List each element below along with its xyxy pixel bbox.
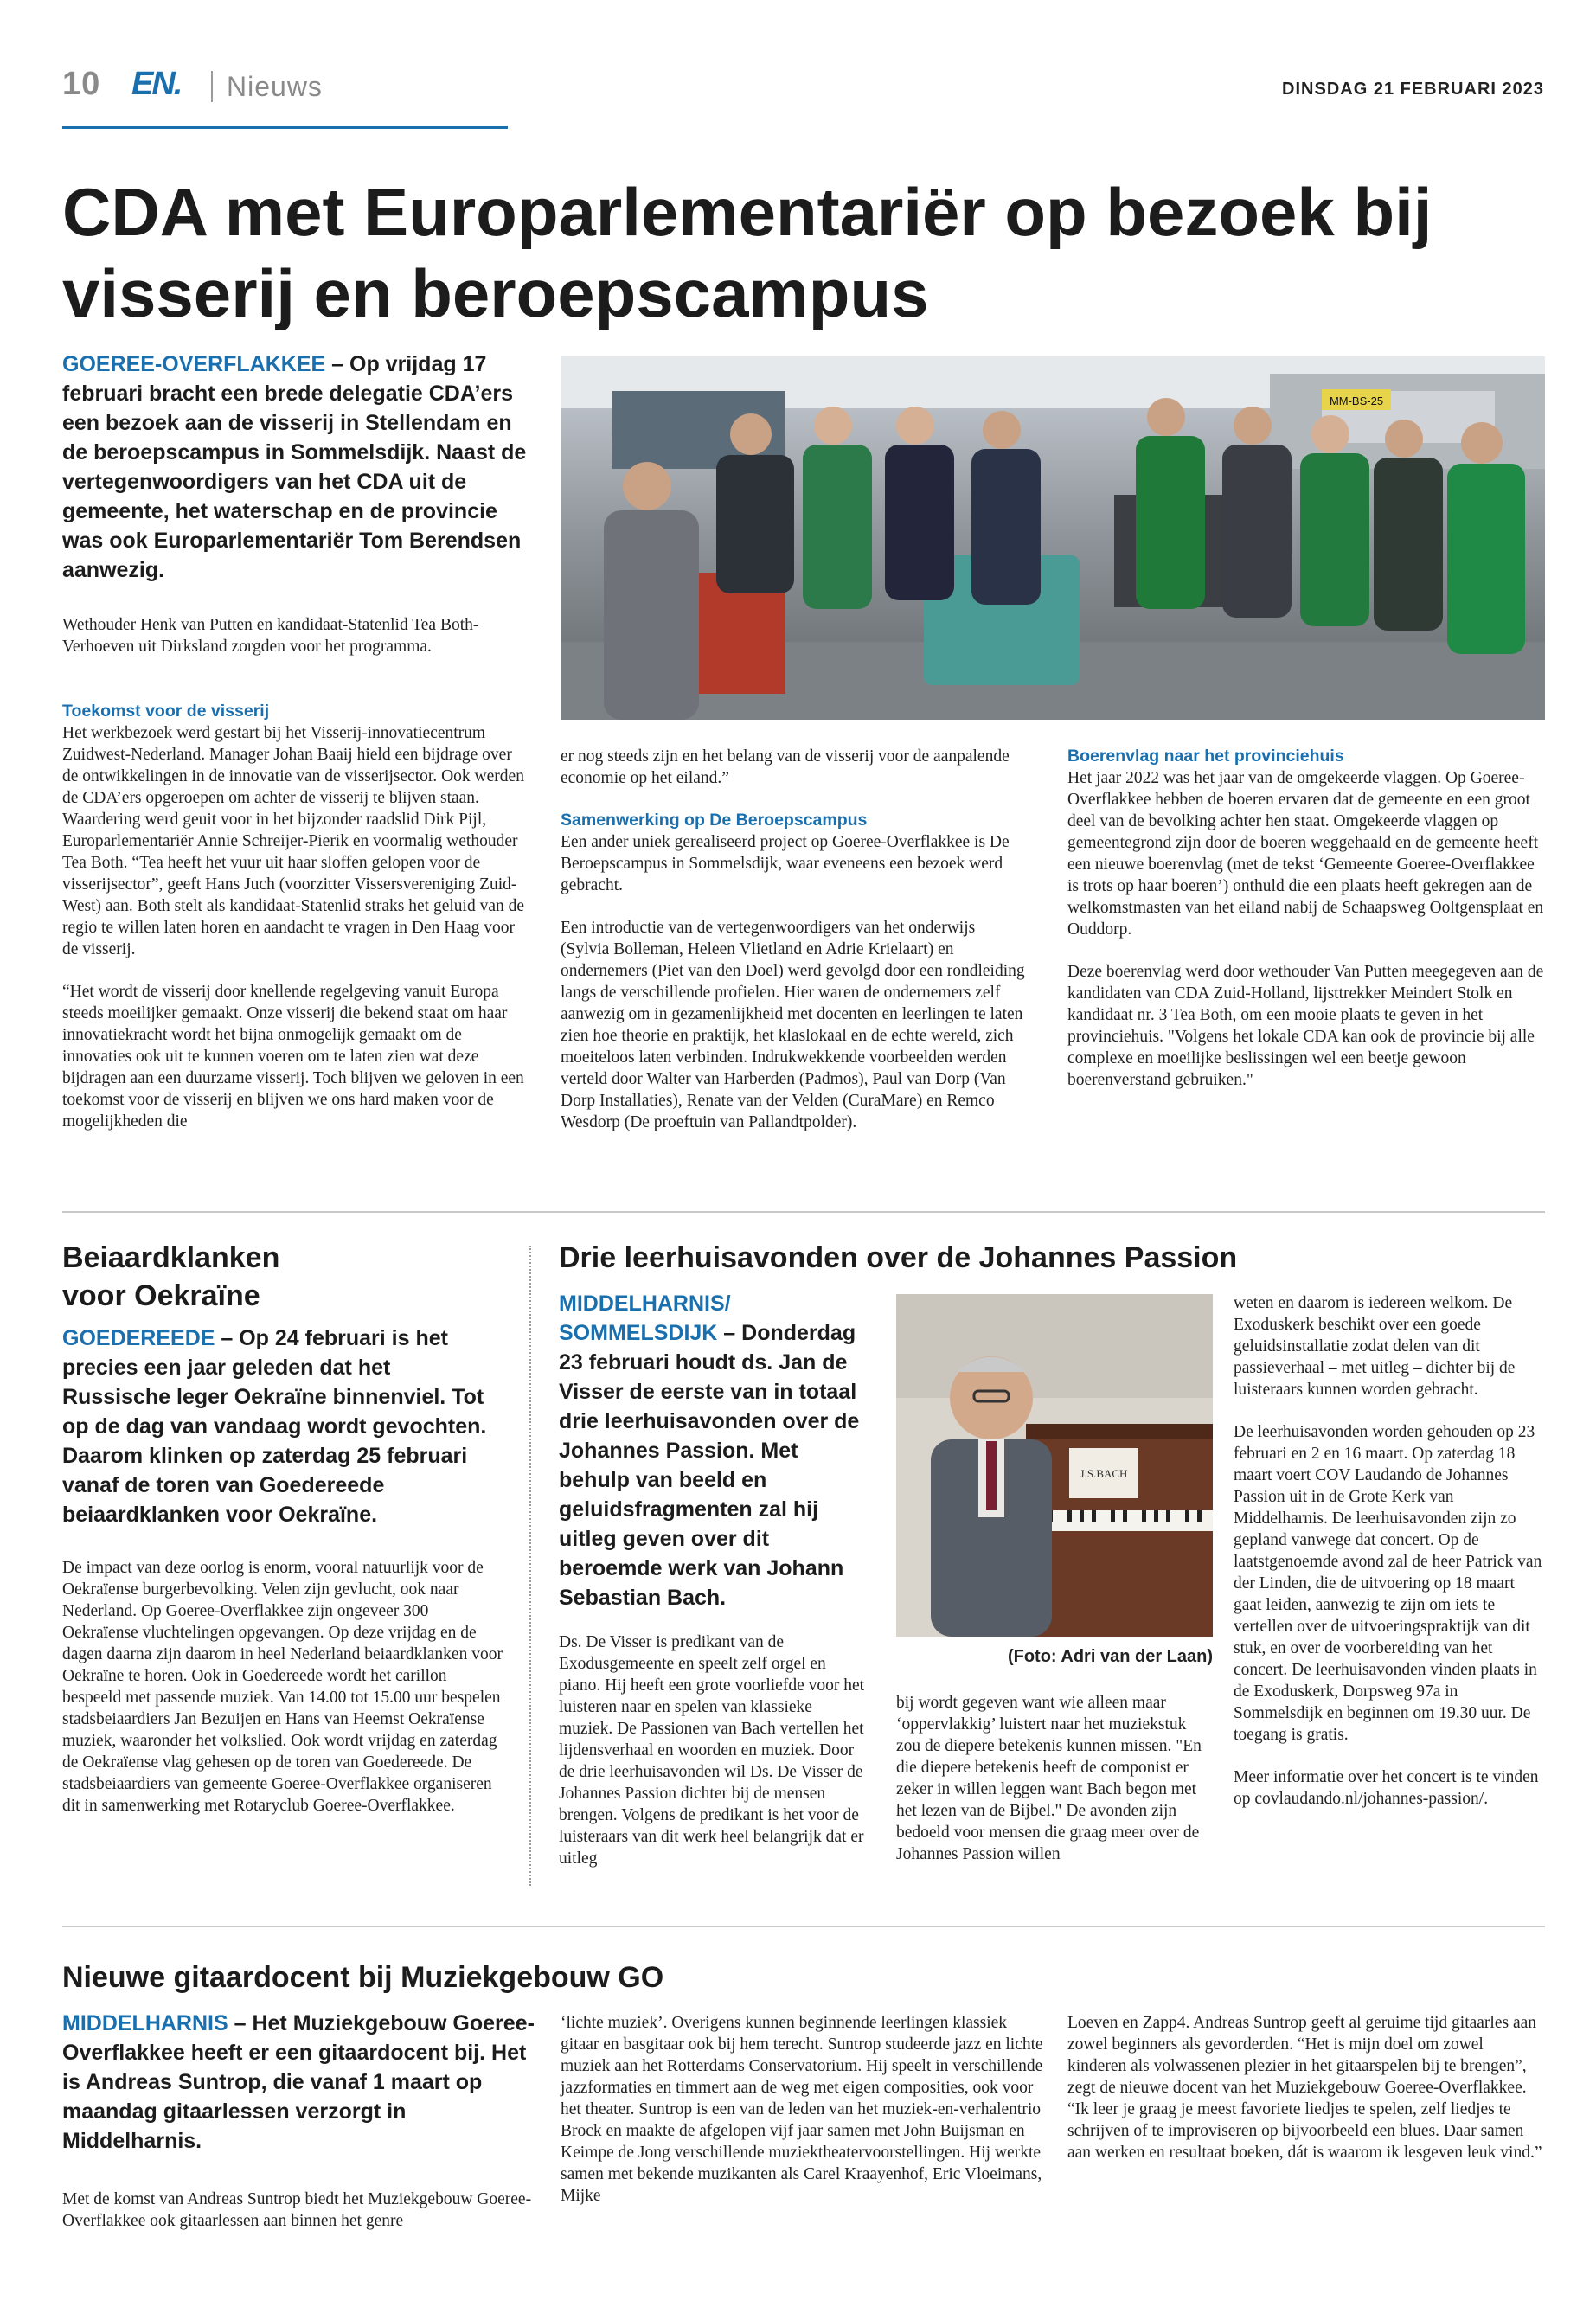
article3-col3-p3: Meer informatie over het concert is te vinden op covlaudando.nl/johannes-passion/. <box>1234 1768 1539 1808</box>
article1-col2-p3: Een introductie van de vertegenwoordigers van het onderwijs (Sylvia Bolleman, Heleen Vlietland en Adrie Krielaart) en ondernemers (Piet van den Doel) werd gevolgd door een rondleiding langs de verschillende profielen. Hier waren de ondernemers zelf aanwezig om in gezamenlijkheid met docenten en leerlingen te laten zien hoe theorie en praktijk, het klaslokaal en de echte wereld, zich moeiteloos laten verbinden. Indrukwekkende voorbeelden werden verteld door Walter van Harberden (Padmos), Paul van Dorp (Van Dorp Installaties), Renate van der Velden (CuraMare) en Remco Wesdorp (De proeftuin van Pallandtpolder). <box>561 919 1025 1131</box>
column-divider <box>529 1246 531 1886</box>
article1-col3 <box>1067 746 1545 1112</box>
article3-photo-caption: (Foto: Adri van der Laan) <box>1007 1647 1213 1666</box>
article1-sub2: Samenwerking op De Beroepscampus <box>561 811 868 830</box>
article4-col2: ‘lichte muziek’. Overigens kunnen beginnende leerlingen klassiek gitaar en basgitaar ook bij hem terecht. Suntrop studeerde jazz en lichte muziek aan het Rotterdams Conservatorium. Hij speelt in verschillende jazzformaties en timmert aan de weg met eigen composities, ook voor het theater. Suntrop is een van de leden van het muziek-en-verhalentrio Brock en maakte de afgelopen vijf jaar samen met John Buijsman en Keimpe de Jong verschillende muziektheatervoorstellingen. Hij werkte samen met bekende muzikanten als Carel Kraayenhof, Eric Vloeimans, Mijke <box>561 2014 1043 2205</box>
article1-place: GOEREE-OVERFLAKKEE <box>62 352 326 376</box>
article2-lead <box>62 1324 503 1529</box>
article2-title <box>62 1239 512 1315</box>
article1-col3-p2: Deze boerenvlag werd door wethouder Van Putten meegegeven aan de kandidaten van CDA Zuid-Holland, lijsttrekker Meindert Stolk en kandidaat nr. 3 Tea Both, om een mooie plaats te geven in het provinciehuis. "Volgens het lokale CDA kan ook de provincie bij alle complexe en moeilijke beslissingen wel een beetje gewoon boerenverstand gebruiken." <box>1067 963 1544 1089</box>
article1-col3-p1: Het jaar 2022 was het jaar van de omgekeerde vlaggen. Op Goeree-Overflakkee hebben de boeren ervaren dat de gemeente en een groot deel van de bevolking achter hen staat. Omgekeerde vlaggen op gemeentegrond zijn door de boeren weggehaald en de gemeente heeft een nieuwe boerenvlag (met de tekst ‘Gemeente Goeree-Overflakkee is trots op haar boeren’) onthuld die een plaats heeft gekregen aan de welkomstmasten van het eiland nabij de Schaapsweg Ooltgensplaat en Ouddorp. <box>1067 769 1544 939</box>
article1-headline: CDA met Europarlementariër op bezoek bij visserij en beroepscampus <box>62 174 1433 331</box>
article3-col3-p1: weten en daarom is iedereen welkom. De Exoduskerk beschikt over een goede geluidsinstallatie zodat delen van dit passieverhaal – met uitleg – dichter bij de luisteraars kunnen worden gebracht. <box>1234 1294 1516 1399</box>
article2-title-line1: Beiaardklanken <box>62 1241 280 1274</box>
article3-lead <box>559 1289 870 1612</box>
sheet-music-text: J.S.BACH <box>1080 1467 1128 1480</box>
workshop-photo-svg <box>561 356 1545 720</box>
issue-date: DINSDAG 21 FEBRUARI 2023 <box>1282 80 1544 99</box>
article3-title: Drie leerhuisavonden over de Johannes Passion <box>559 1241 1238 1274</box>
article1-sub3: Boerenvlag naar het provinciehuis <box>1067 747 1344 766</box>
section-divider-2 <box>62 1926 1545 1927</box>
newspaper-logo: EN. <box>131 66 182 102</box>
article4-col3: Loeven en Zapp4. Andreas Suntrop geeft al geruime tijd gitaarles aan zowel beginners als gevorderden. “Het is mijn doel om zowel kinderen als volwassenen plezier in het gitaarspelen bij te brengen”, zegt de nieuwe docent van het Muziekgebouw Goeree-Overflakkee. “Ik leer je graag je meest favoriete liedjes te spelen, zelf liedjes te schrijven of te improviseren op bijvoorbeeld een blues. Daar samen aan werken en resultaat boeken, dát is waarom ik lesgeven leuk vind.” <box>1067 2014 1542 2162</box>
article1-sub1: Toekomst voor de visserij <box>62 702 270 721</box>
section-label: Nieuws <box>227 71 323 102</box>
article1-lead-text: – Op vrijdag 17 februari bracht een brede delegatie CDA’ers een bezoek aan de visserij in Stellendam en de beroepscampus in Sommelsdijk. Naast de vertegenwoordigers van het CDA uit de gemeente, het waterschap en de provincie was ook Europarlementariër Tom Berendsen aanwezig. <box>62 352 527 582</box>
article1-col1 <box>62 701 529 1153</box>
article3-col2: bij wordt gegeven want wie alleen maar ‘oppervlakkig’ luistert naar het muziekstuk zou de diepere betekenis kunnen missen. "En die diepere betekenis heeft de componist er zeker in willen leggen want Bach begon met het lezen van de Bijbel." De avonden zijn bedoeld voor mensen die graag meer over de Johannes Passion willen <box>896 1694 1202 1863</box>
header-underline <box>62 126 508 129</box>
article2-body: De impact van deze oorlog is enorm, vooral natuurlijk voor de Oekraïense burgerbevolking. Velen zijn gevlucht, ook naar Nederland. Op Goeree-Overflakkee zijn ongeveer 300 Oekraïense vluchtelingen opgevangen. Op deze vrijdag en de dagen daarna zijn daarom in heel Nederland beiaardklanken voor Oekraïne te horen. Ook in Goedereede wordt het carillon bespeeld met passende muziek. Van 14.00 tot 15.00 uur bespelen stadsbeiaardiers Jan Bezuijen en Hans van Heemst Oekraïense muziek, waaronder het volkslied. Ook wordt vrijdag en zaterdag de Oekraïense vlag gehesen op de toren van Goedereede. De stadsbeiaardiers van gemeente Goeree-Overflakkee organiseren dit in samenwerking met Rotaryclub Goeree-Overflakkee. <box>62 1559 503 1815</box>
page-number: 10 <box>62 66 101 102</box>
article3-col1: Ds. De Visser is predikant van de Exodusgemeente en speelt zelf orgel en piano. Hij heeft een grote voorliefde voor het luisteren naar en spelen van klassieke muziek. De Passionen van Bach vertellen het lijdensverhaal en woorden en muziek. Door de drie leerhuisavonden wil Ds. De Visser de Johannes Passion dichter bij de mensen brengen. Volgens de predikant is het voor de luisteraars van dit werk heel belangrijk dat er uitleg <box>559 1633 865 1868</box>
article1-intro: Wethouder Henk van Putten en kandidaat-Statenlid Tea Both-Verhoeven uit Dirksland zorgden voor het programma. <box>62 616 479 656</box>
article3-col3 <box>1234 1292 1545 1830</box>
article2-title-line2: voor Oekraïne <box>62 1279 260 1312</box>
header-separator <box>211 71 213 102</box>
article4-title: Nieuwe gitaardocent bij Muziekgebouw GO <box>62 1961 664 1994</box>
article1-lead <box>62 349 529 585</box>
article3-photo <box>896 1294 1213 1637</box>
article1-col2 <box>561 746 1028 1154</box>
article3-place-line2: SOMMELSDIJK <box>559 1321 718 1345</box>
article4-col1: Met de komst van Andreas Suntrop biedt het Muziekgebouw Goeree-Overflakkee ook gitaarlessen aan binnen het genre <box>62 2190 532 2230</box>
article4-place: MIDDELHARNIS <box>62 2011 228 2035</box>
article4-lead <box>62 2009 547 2156</box>
section-divider-1 <box>62 1211 1545 1213</box>
article1-col2-p1: er nog steeds zijn en het belang van de visserij voor de aanpalende economie op het eiland.” <box>561 747 1010 787</box>
article2-place: GOEDEREEDE <box>62 1326 215 1350</box>
article4-lead-text: – Het Muziekgebouw Goeree-Overflakkee heeft er een gitaardocent bij. Het is Andreas Suntrop, die vanaf 1 maart op maandag gitaarlessen verzorgt in Middelharnis. <box>62 2011 535 2153</box>
article1-col1-p1: Het werkbezoek werd gestart bij het Visserij-innovatiecentrum Zuidwest-Nederland. Manager Johan Baaij hield een bijdrage over de ontwikkelingen in de innovatie van de visserijsector. Ook werden de CDA’ers opgeroepen om achter de visserij te blijven staan. Waardering werd geuit voor in het bijzonder raadslid Dirk Pijl, Europarlementariër Annie Schreijer-Pierik en voormalig wethouder Tea Both. “Tea heeft het vuur uit haar sloffen gelopen voor de visserijsector”, geeft Hans Juch (voorzitter Vissersvereniging Zuid-West) aan. Both stelt als kandidaat-Statenlid straks het geluid van de regio te willen laten horen en aandacht te vragen in Den Haag voor de visserij. <box>62 724 525 958</box>
article3-place-line1: MIDDELHARNIS/ <box>559 1292 731 1316</box>
article1-col2-p2: Een ander uniek gerealiseerd project op Goeree-Overflakkee is De Beroepscampus in Sommelsdijk, waar eveneens een bezoek werd gebracht. <box>561 833 1010 894</box>
piano-photo-svg <box>896 1294 1213 1637</box>
article1-col1-p2: “Het wordt de visserij door knellende regelgeving vanuit Europa steeds moeilijker gemaakt. Onze visserij die bekend staat om haar innovatiekracht wordt het bijna onmogelijk gemaakt om de innovaties ook uit te kunnen voeren om te laten zien wat deze bijdragen aan een duurzame visserij. Toch blijven we geloven in een toekomst voor de visserij en blijven we ons hard maken voor de mogelijkheden die <box>62 983 524 1131</box>
article2-lead-text: – Op 24 februari is het precies een jaar geleden dat het Russische leger Oekraïne binnenviel. Tot op de dag van vandaag wordt gevochten. Daarom klinken op zaterdag 25 februari vanaf de toren van Goedereede beiaardklanken voor Oekraïne. <box>62 1326 487 1527</box>
article1-photo <box>561 356 1545 720</box>
license-plate-text: MM-BS-25 <box>1329 394 1384 407</box>
article3-col3-p2: De leerhuisavonden worden gehouden op 23 februari en 2 en 16 maart. Op zaterdag 18 maart voert COV Laudando de Johannes Passion uit in de Grote Kerk van Middelharnis. De leerhuisavonden zijn zo gepland vanwege dat concert. Op de laatstgenoemde avond zal de heer Patrick van der Linden, die de uitvoering op 18 maart gaat leiden, aanwezig te zijn om iets te vertellen over de uitvoeringspraktijk van dit stuk, en over de voorbereiding van het concert. De leerhuisavonden vinden plaats in de Exoduskerk, Dorpsweg 97a in Sommelsdijk en beginnen om 19.30 uur. De toegang is gratis. <box>1234 1423 1542 1744</box>
article3-lead-text: – Donderdag 23 februari houdt ds. Jan de Visser de eerste van in totaal drie leerhuisavonden over de Johannes Passion. Met behulp van beeld en geluidsfragmenten zal hij uitleg geven over dit beroemde werk van Johann Sebastian Bach. <box>559 1321 860 1610</box>
